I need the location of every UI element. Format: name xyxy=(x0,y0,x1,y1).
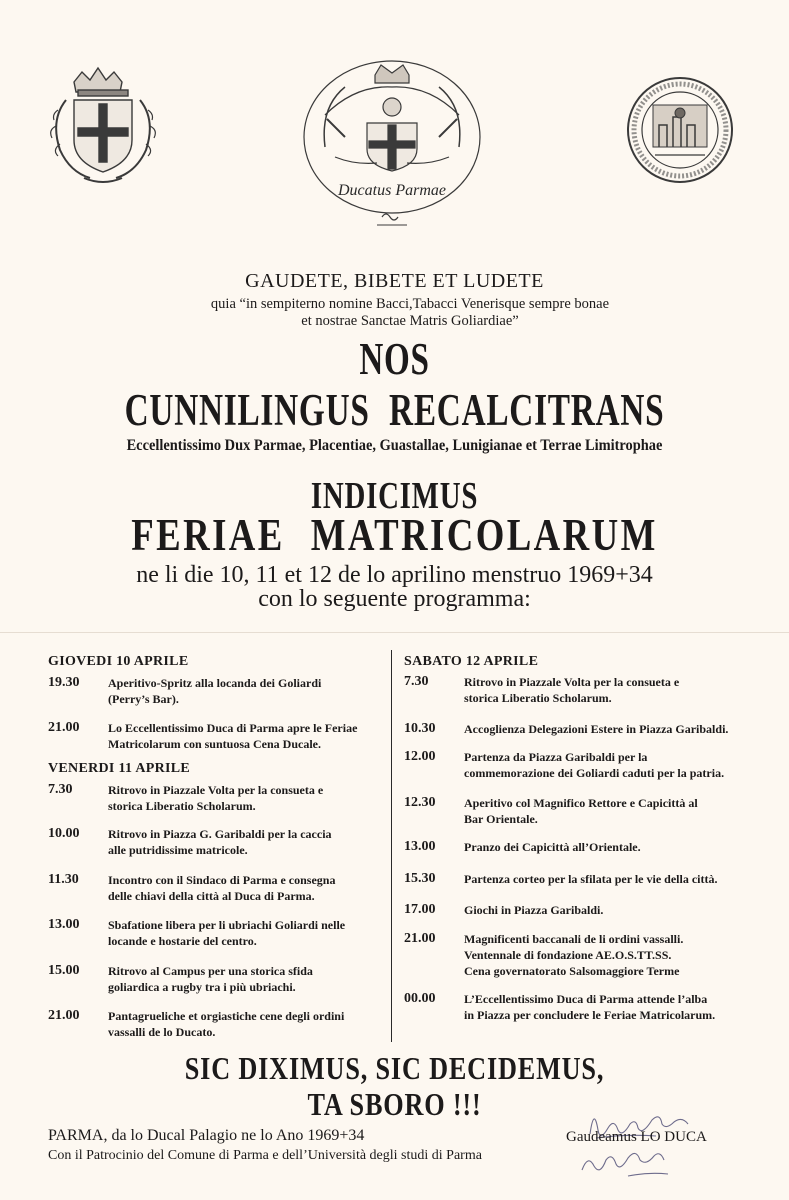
program-event xyxy=(404,749,724,781)
parma-coat-of-arms-icon xyxy=(44,60,162,190)
motto: GAUDETE, BIBETE ET LUDETE xyxy=(245,270,544,292)
day-heading-friday: VENERDI 11 APRILE xyxy=(48,761,191,776)
event-description: Partenza corteo per la sfilata per le vie della città. xyxy=(464,872,718,886)
program-event xyxy=(404,991,715,1023)
event-description: Ritrovo in Piazzale Volta per la consueta e storica Liberatio Scholarum. xyxy=(108,783,324,813)
event-time: 7.30 xyxy=(404,674,429,689)
day-heading-saturday: SABATO 12 APRILE xyxy=(404,654,539,669)
signature-label: Gaudeamus LO DUCA xyxy=(566,1129,707,1145)
program-event xyxy=(48,917,345,949)
indicimus-heading: INDICIMUS xyxy=(310,475,479,517)
event-description: Ritrovo in Piazzale Volta per la consueta e storica Liberatio Scholarum. xyxy=(464,675,680,705)
closing-line: SIC DIXIMUS, SIC DECIDEMUS, xyxy=(184,1050,605,1086)
event-description: Magnificenti baccanali de li ordini vassalli. Ventennale di fondazione AE.O.S.TT.SS. Cena governatorato Salsomaggiore Terme xyxy=(464,932,684,978)
title-subtitle: Eccellentissimo Dux Parmae, Placentiae, Guastallae, Lunigianae et Terrae Limitrophae xyxy=(126,437,663,454)
program-event xyxy=(48,675,321,707)
ducatus-parmae-emblem-icon xyxy=(285,45,500,240)
event-description: Pantagrueliche et orgiastiche cene degli ordini vassalli de lo Ducato. xyxy=(108,1009,345,1039)
program-event xyxy=(48,720,357,752)
event-description: Ritrovo in Piazza G. Garibaldi per la caccia alle putridissime matricole. xyxy=(108,827,332,857)
dateline: ne li die 10, 11 et 12 de lo aprilino menstruo 1969+34 xyxy=(136,562,653,588)
program-event xyxy=(48,826,332,858)
event-time: 10.00 xyxy=(48,826,80,841)
program-event xyxy=(404,871,717,887)
program-event xyxy=(404,674,679,706)
motto-subtext-line: quia “in sempiterno nomine Bacci,Tabacci Venerisque sempre bonae xyxy=(210,296,610,312)
fold-line xyxy=(0,632,789,633)
event-description: Pranzo dei Capicittà all’Orientale. xyxy=(464,840,641,854)
event-time: 17.00 xyxy=(404,902,436,917)
day-heading-thursday: GIOVEDI 10 APRILE xyxy=(48,654,189,669)
event-time: 15.30 xyxy=(404,871,436,886)
event-time: 19.30 xyxy=(48,675,80,690)
event-description: Aperitivo col Magnifico Rettore e Capicittà al Bar Orientale. xyxy=(464,796,698,826)
program-event xyxy=(404,795,698,827)
university-seal-icon xyxy=(625,75,735,185)
column-divider xyxy=(391,650,392,1042)
program-event xyxy=(48,872,335,904)
event-time: 13.00 xyxy=(48,917,80,932)
program-event xyxy=(404,931,683,979)
title-nos: NOS xyxy=(359,333,430,384)
program-event xyxy=(404,721,728,737)
program-event xyxy=(48,963,313,995)
event-description: Sbafatione libera per li ubriachi Goliardi nelle locande e hostarie del centro. xyxy=(108,918,346,948)
event-description: Ritrovo al Campus per una storica sfida goliardica a rugby tra i più ubriachi. xyxy=(108,964,313,994)
event-time: 15.00 xyxy=(48,963,80,978)
event-time: 13.00 xyxy=(404,839,436,854)
event-time: 21.00 xyxy=(404,931,436,946)
program-event xyxy=(404,839,641,855)
feriae-heading: FERIAE MATRICOLARUM xyxy=(131,509,658,560)
event-time: 21.00 xyxy=(48,720,80,735)
event-time: 00.00 xyxy=(404,991,436,1006)
closing-line: TA SBORO !!! xyxy=(307,1086,482,1122)
program-event xyxy=(48,782,323,814)
event-time: 21.00 xyxy=(48,1008,80,1023)
emblem-center-label: Ducatus Parmae xyxy=(338,182,446,199)
event-time: 12.00 xyxy=(404,749,436,764)
event-description: Incontro con il Sindaco di Parma e consegna delle chiavi della città al Duca di Parma. xyxy=(108,873,336,903)
event-time: 11.30 xyxy=(48,872,79,887)
event-description: L’Eccellentissimo Duca di Parma attende l’alba in Piazza per concludere le Feriae Matricolarum. xyxy=(464,992,716,1022)
event-time: 12.30 xyxy=(404,795,436,810)
motto-subtext xyxy=(150,296,670,330)
program-event xyxy=(48,1008,344,1040)
motto-subtext-line: et nostrae Sanctae Matris Goliardiae” xyxy=(301,313,519,329)
event-description: Aperitivo-Spritz alla locanda dei Goliardi (Perry’s Bar). xyxy=(108,676,322,706)
page-title: CUNNILINGUS RECALCITRANS xyxy=(124,385,665,435)
program-event xyxy=(404,902,603,918)
dateline-program: con lo seguente programma: xyxy=(258,586,531,612)
footer-place: PARMA, da lo Ducal Palagio ne lo Ano 1969+34 xyxy=(48,1127,365,1144)
footer-patronage: Con il Patrocinio del Comune di Parma e dell’Università degli studi di Parma xyxy=(48,1148,482,1163)
event-description: Lo Eccellentissimo Duca di Parma apre le Feriae Matricolarum con suntuosa Cena Ducale. xyxy=(108,721,358,751)
event-time: 10.30 xyxy=(404,721,436,736)
event-description: Accoglienza Delegazioni Estere in Piazza Garibaldi. xyxy=(464,722,729,736)
event-description: Partenza da Piazza Garibaldi per la commemorazione dei Goliardi caduti per la patria. xyxy=(464,750,725,780)
event-time: 7.30 xyxy=(48,782,73,797)
event-description: Giochi in Piazza Garibaldi. xyxy=(464,903,604,917)
